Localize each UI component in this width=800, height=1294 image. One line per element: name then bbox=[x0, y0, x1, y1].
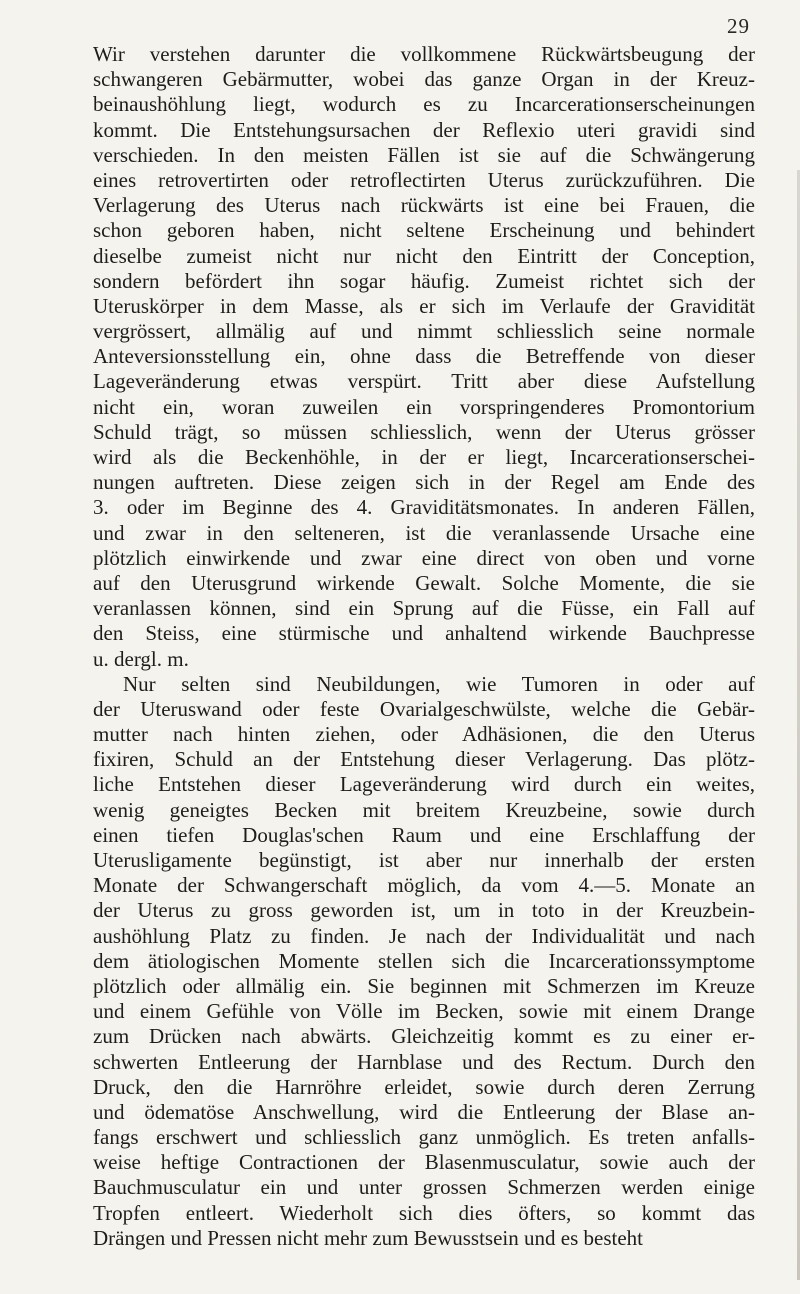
text-line: mutter nach hinten ziehen, oder Adhäsionen, die den Uterus bbox=[93, 722, 755, 747]
text-line: auf den Uterusgrund wirkende Gewalt. Solche Momente, die sie bbox=[93, 570, 755, 595]
text-line: Bauchmusculatur ein und unter grossen Schmerzen werden einige bbox=[93, 1175, 755, 1200]
text-line: fangs erschwert und schliesslich ganz unmöglich. Es treten anfalls- bbox=[93, 1125, 755, 1150]
text-line: der Uterus zu gross geworden ist, um in toto in der Kreuzbein- bbox=[93, 898, 755, 923]
text-line: Uterusligamente begünstigt, ist aber nur innerhalb der ersten bbox=[93, 848, 755, 872]
text-line: fixiren, Schuld an der Entstehung dieser Verlagerung. Das plötz- bbox=[93, 747, 755, 772]
text-line: vergrössert, allmälig auf und nimmt schliesslich seine normale bbox=[93, 319, 755, 344]
text-line: Monate der Schwangerschaft möglich, da vom 4.—5. Monate an bbox=[93, 873, 755, 898]
text-line: schwangeren Gebärmutter, wobei das ganze Organ in der Kreuz- bbox=[93, 67, 755, 92]
text-line: 3. oder im Beginne des 4. Graviditätsmonates. In anderen Fällen, bbox=[93, 495, 755, 520]
text-line: wenig geneigtes Becken mit breitem Kreuzbeine, sowie durch bbox=[93, 797, 755, 822]
text-line: wird als die Beckenhöhle, in der er liegt, Incarcerationserschei- bbox=[93, 445, 755, 469]
text-line: der Uteruswand oder feste Ovarialgeschwülste, welche die Gebär- bbox=[93, 696, 755, 721]
text-line: schon geboren haben, nicht seltene Erscheinung und behindert bbox=[93, 218, 755, 243]
text-line: Lageveränderung etwas verspürt. Tritt aber diese Aufstellung bbox=[93, 369, 755, 394]
text-line: und einem Gefühle von Völle im Becken, sowie mit einem Drange bbox=[93, 999, 755, 1024]
text-line: Uteruskörper in dem Masse, als er sich im Verlaufe der Gravidität bbox=[93, 293, 755, 318]
text-line: Schuld trägt, so müssen schliesslich, wenn der Uterus grösser bbox=[93, 419, 755, 444]
text-line: liche Entstehen dieser Lageveränderung wird durch ein weites, bbox=[93, 772, 755, 797]
text-line: u. dergl. m. bbox=[93, 646, 189, 671]
body-text bbox=[93, 42, 755, 1251]
text-line: Anteversionsstellung ein, ohne dass die Betreffende von dieser bbox=[93, 344, 755, 369]
text-line: Tropfen entleert. Wiederholt sich dies öfters, so kommt das bbox=[93, 1200, 755, 1225]
text-line: Druck, den die Harnröhre erleidet, sowie durch deren Zerrung bbox=[93, 1074, 755, 1099]
text-line: aushöhlung Platz zu finden. Je nach der Individualität und nach bbox=[93, 923, 755, 948]
text-line: dieselbe zumeist nicht nur nicht den Eintritt der Conception, bbox=[93, 243, 755, 268]
text-line: plötzlich oder allmälig ein. Sie beginnen mit Schmerzen im Kreuze bbox=[93, 973, 755, 998]
text-line: beinaushöhlung liegt, wodurch es zu Incarcerationserscheinungen bbox=[93, 92, 755, 117]
text-line: schwerten Entleerung der Harnblase und des Rectum. Durch den bbox=[93, 1049, 755, 1074]
text-line: Wir verstehen darunter die vollkommene Rückwärtsbeugung der bbox=[93, 42, 755, 66]
text-line: nicht ein, woran zuweilen ein vorspringenderes Promontorium bbox=[93, 394, 755, 419]
text-line: nungen auftreten. Diese zeigen sich in der Regel am Ende des bbox=[93, 470, 755, 495]
text-line: und ödematöse Anschwellung, wird die Entleerung der Blase an- bbox=[93, 1099, 755, 1124]
text-line: dem ätiologischen Momente stellen sich die Incarcerationssymptome bbox=[93, 948, 755, 973]
text-line: einen tiefen Douglas'schen Raum und eine Erschlaffung der bbox=[93, 822, 755, 847]
text-line: plötzlich einwirkende und zwar eine direct von oben und vorne bbox=[93, 545, 755, 570]
text-line: weise heftige Contractionen der Blasenmusculatur, sowie auch der bbox=[93, 1150, 755, 1175]
text-line: kommt. Die Entstehungsursachen der Reflexio uteri gravidi sind bbox=[93, 117, 755, 142]
text-line: verschieden. In den meisten Fällen ist sie auf die Schwängerung bbox=[93, 142, 755, 167]
text-line: Drängen und Pressen nicht mehr zum Bewusstsein und es besteht bbox=[93, 1225, 643, 1250]
text-line: den Steiss, eine stürmische und anhaltend wirkende Bauchpresse bbox=[93, 621, 755, 646]
text-line: sondern befördert ihn sogar häufig. Zumeist richtet sich der bbox=[93, 268, 755, 293]
text-line: eines retrovertirten oder retroflectirten Uterus zurückzuführen. Die bbox=[93, 167, 755, 192]
text-line: Verlagerung des Uterus nach rückwärts ist eine bei Frauen, die bbox=[93, 193, 755, 218]
page-number: 29 bbox=[727, 14, 750, 38]
text-line: veranlassen können, sind ein Sprung auf die Füsse, ein Fall auf bbox=[93, 596, 755, 621]
paragraph bbox=[93, 42, 755, 672]
text-line: Nur selten sind Neubildungen, wie Tumoren in oder auf bbox=[123, 671, 755, 696]
text-line: und zwar in den selteneren, ist die veranlassende Ursache eine bbox=[93, 520, 755, 545]
paragraph bbox=[93, 672, 755, 1251]
text-line: zum Drücken nach abwärts. Gleichzeitig kommt es zu einer er- bbox=[93, 1024, 755, 1049]
